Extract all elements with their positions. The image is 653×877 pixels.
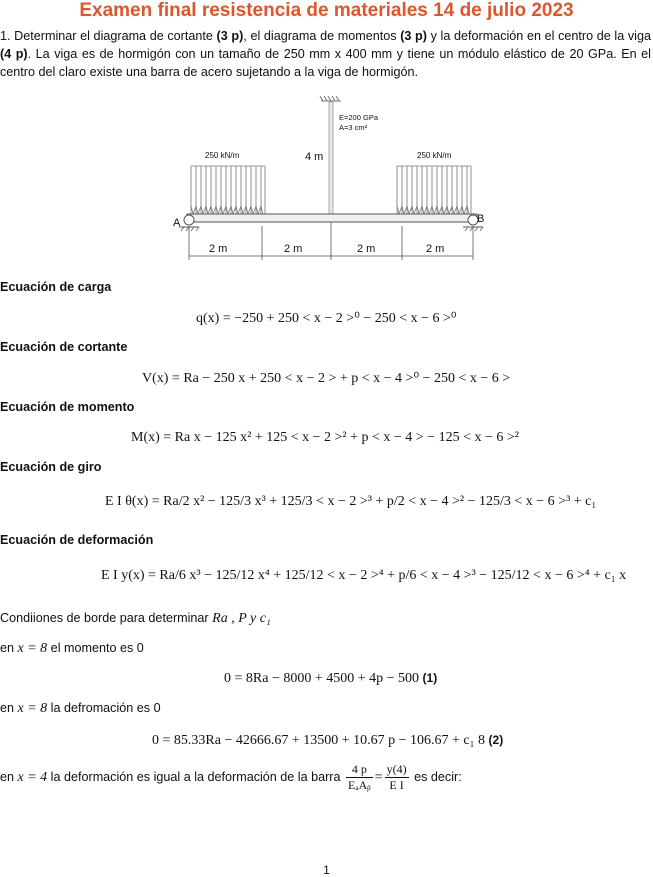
- span-label: 2 m: [284, 243, 303, 255]
- statement-text: y la deformación en el centro de la viga: [426, 29, 651, 43]
- condition-2: en x = 8 la defromación es 0: [0, 701, 161, 716]
- span-label: 2 m: [209, 243, 228, 255]
- eq-rotation: E I θ(x) = Ra/2 x² − 125/3 x³ + 125/3 < x − 2 >³ + p/2 < x − 4 >² − 125/3 < x − 6 >³ + c₁: [105, 494, 597, 509]
- exam-title: Examen final resistencia de materiales 14 de julio 2023: [79, 0, 574, 21]
- condition-var: x = 8: [17, 641, 48, 656]
- heading-deformacion: Ecuación de deformación: [0, 533, 154, 547]
- heading-giro: Ecuación de giro: [0, 460, 102, 474]
- boundary-vars: Ra , P y c₁: [212, 611, 271, 626]
- load-left-arrows: [191, 166, 265, 214]
- bar-a-label: A=3 cm²: [339, 123, 368, 132]
- heading-momento: Ecuación de momento: [0, 400, 135, 414]
- problem-statement: [0, 27, 651, 81]
- load-right-label: 250 kN/m: [417, 151, 452, 160]
- bar-deflection-fraction: $\frac{4 p}{\text{EₐAᵦ}}$: [348, 762, 371, 792]
- eq-tag: (1): [422, 671, 438, 685]
- heading-carga: Ecuación de carga: [0, 280, 112, 294]
- eq-load: q(x) = −250 + 250 < x − 2 >⁰ − 250 < x − 6 >⁰: [196, 311, 457, 326]
- points-moment: (3 p): [400, 29, 427, 43]
- page-number: 1: [323, 863, 330, 877]
- condition-1: en x = 8 el momento es 0: [0, 641, 144, 656]
- eq-moment: M(x) = Ra x − 125 x² + 125 < x − 2 >² + p < x − 4 > − 125 < x − 6 >²: [131, 430, 519, 445]
- eq-shear: V(x) = Ra − 250 x + 250 < x − 2 > + p < x − 4 >⁰ − 250 < x − 6 >: [142, 371, 511, 386]
- eq-tag: (2): [488, 733, 504, 747]
- points-shear: (3 p): [216, 29, 244, 43]
- condition-var: x = 4: [17, 769, 48, 785]
- beam-deflection-fraction: $\frac{y(4)}{\text{E I}}$: [386, 762, 407, 792]
- load-left-label: 250 kN/m: [205, 151, 240, 160]
- condition-var: x = 8: [17, 701, 48, 716]
- span-label: 2 m: [426, 243, 445, 255]
- support-b-label: B: [477, 213, 485, 225]
- span-label: 2 m: [357, 243, 376, 255]
- eq-condition-2: 0 = 85.33Ra − 42666.67 + 13500 + 10.67 p − 106.67 + c₁ 8 (2): [152, 733, 504, 748]
- heading-cortante: Ecuación de cortante: [0, 340, 128, 354]
- points-deflection: (4 p): [0, 47, 28, 61]
- bar-length-label: 4 m: [305, 151, 324, 163]
- load-right-arrows: [397, 166, 471, 214]
- beam-diagram: [165, 96, 495, 261]
- steel-bar: [329, 102, 333, 217]
- support-a-label: A: [173, 217, 181, 229]
- condition-3: en x = 4 la deformación es igual a la deformación de la barra $\frac{4 p}{\text{EₐAᵦ}}$ = $\frac{y(4)}{\text{E I}}$ es decir:: [0, 762, 462, 792]
- boundary-intro: Condiiones de borde para determinar Ra , P y c₁: [0, 611, 271, 626]
- statement-text: 1. Determinar el diagrama de cortante: [0, 29, 217, 43]
- statement-text: . La viga es de hormigón con un tamaño de 250 mm x 400 mm y tiene un módulo elástico de 20 GPa. En el centro del claro existe una barra de acero sujetando a la viga de hormigón.: [0, 47, 651, 79]
- statement-text: , el diagrama de momentos: [243, 29, 401, 43]
- concrete-beam: [187, 214, 477, 222]
- bar-e-label: E=200 GPa: [339, 113, 378, 122]
- eq-condition-1: 0 = 8Ra − 8000 + 4500 + 4p − 500 (1): [224, 671, 438, 686]
- eq-deflection: E I y(x) = Ra/6 x³ − 125/12 x⁴ + 125/12 < x − 2 >⁴ + p/6 < x − 4 >³ − 125/12 < x − 6 >⁴ + c₁ x: [101, 568, 627, 583]
